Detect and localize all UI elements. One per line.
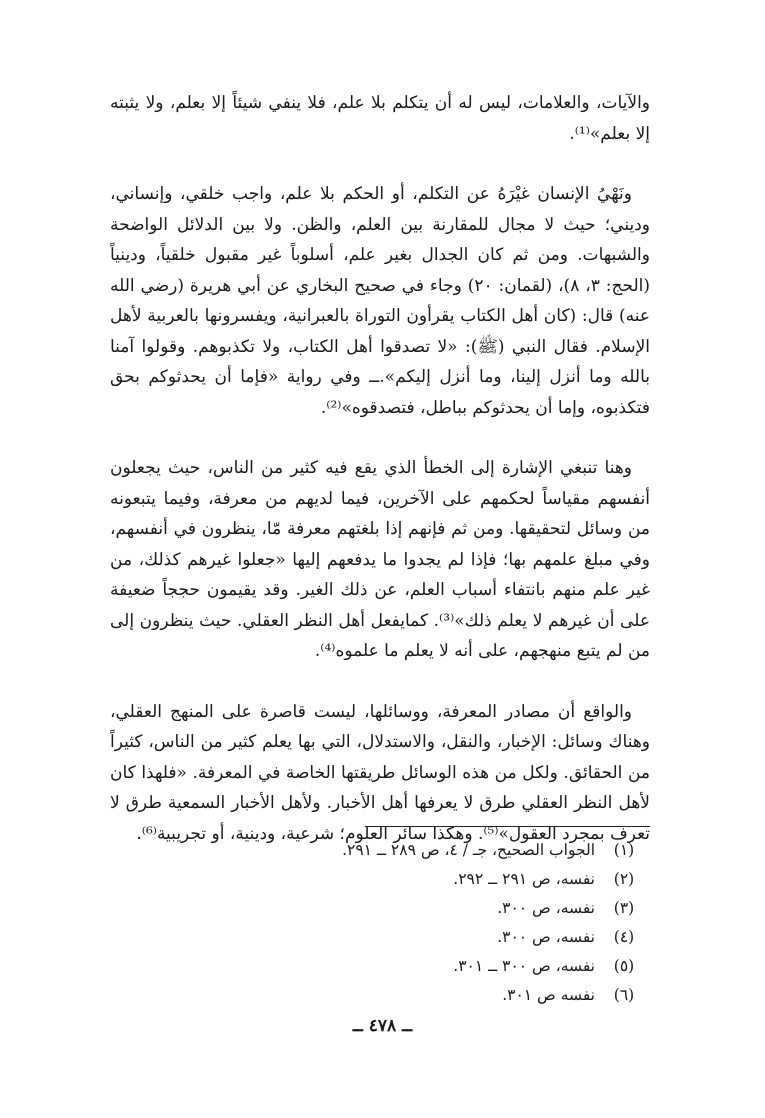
footnote-number: (٦)	[613, 986, 635, 1004]
footnote-text: نفسه، ص ٣٠٠.	[497, 899, 595, 917]
footnote-text: نفسه، ص ٢٩١ ــ ٢٩٢.	[453, 870, 595, 888]
footnote	[83, 952, 643, 981]
footnote-text: نفسه، ص ٣٠٠ ــ ٣٠١.	[453, 957, 595, 975]
paragraph: ونَهْيُ الإنسان غيْرَهُ عن التكلم، أو الحكم بلا علم، واجب خلقي، وإنساني، وديني؛ حيث لا مجال للمقارنة بين العلم، والظن. ولا بين الدلائل الواضحة والشبهات. ومن ثم كان الجدال بغير علم، أسلوباً غير مقبول خلقياً، ودينياً (الحج: ٣، ٨)، (لقمان: ٢٠) وجاء في صحيح البخاري عن أبي هريرة (رضي الله عنه) قال: (كان أهل الكتاب يقرأون التوراة بالعبرانية، ويفسرونها بالعربية لأهل الإسلام. فقال النبي (ﷺ): «لا تصدقوا أهل الكتاب، ولا تكذبوهم. وقولوا آمنا بالله وما أنزل إلينا، وما أنزل إليكم».ــ وفي رواية «فإما أن يحدثوكم بحق فتكذبوه، وإما أن يحدثوكم بباطل، فتصدقوه»⁽²⁾.	[110, 184, 651, 418]
footnote	[83, 865, 643, 894]
footnote-number: (٥)	[613, 957, 635, 975]
paragraph-continuation: والآيات، والعلامات، ليس له أن يتكلم بلا علم، فلا ينفي شيئاً إلا بعلم، ولا يثبته إلا بعلم»⁽¹⁾.	[110, 93, 650, 144]
body-text	[110, 88, 650, 849]
footnotes	[83, 836, 643, 1010]
footnote-number: (٣)	[613, 899, 635, 917]
footnote	[83, 923, 643, 952]
footnote	[83, 894, 643, 923]
footnote	[83, 836, 643, 865]
paragraph: والواقع أن مصادر المعرفة، ووسائلها، ليست قاصرة على المنهج العقلي، وهناك وسائل: الإخبار، والنقل، والاستدلال، التي بها يعلم كثير من الناس، كثيراً من الحقائق. ولكل من هذه الوسائل طريقتها الخاصة في المعرفة. «فلهذا كان لأهل النظر العقلي طرق لا يعرفها أهل الأخبار. ولأهل الأخبار السمعية طرق لا تعرف بمجرد العقول»⁽⁵⁾. وهكذا سائر العلوم؛ شرعية، ودينية، أو تجريبية⁽⁶⁾.	[110, 701, 650, 844]
footnote	[83, 981, 643, 1010]
footnote-separator	[365, 826, 650, 827]
footnote-number: (٢)	[613, 870, 635, 888]
footnote-text: الجواب الصحيح، جـ / ٤، ص ٢٨٩ ــ ٢٩١.	[342, 841, 595, 859]
footnote-number: (١)	[613, 841, 635, 859]
footnote-number: (٤)	[613, 928, 635, 946]
paragraph: وهنا تنبغي الإشارة إلى الخطأ الذي يقع فيه كثير من الناس، حيث يجعلون أنفسهم مقياساً لحكمهم على الآخرين، فيما لديهم من معرفة، وفيما يتبعونه من وسائل لتحقيقها. ومن ثم فإنهم إذا بلغتهم معرفة مّا، ينظرون في أنفسهم، وفي مبلغ علمهم بها؛ فإذا لم يجدوا ما يدفعهم إليها «جعلوا غيرهم كذلك، من غير علم منهم بانتفاء أسباب العلم، عن ذلك الغير. وقد يقيمون حججاً ضعيفة على أن غيرهم لا يعلم ذلك»⁽³⁾. كمايفعل أهل النظر العقلي. حيث ينظرون إلى من لم يتبع منهجهم، على أنه لا يعلم ما علموه⁽⁴⁾.	[110, 458, 650, 661]
footnote-text: نفسه، ص ٣٠٠.	[497, 928, 595, 946]
page-number: ــ ٤٧٨ ــ	[352, 1016, 413, 1036]
footnote-text: نفسه ص ٣٠١.	[502, 986, 595, 1004]
